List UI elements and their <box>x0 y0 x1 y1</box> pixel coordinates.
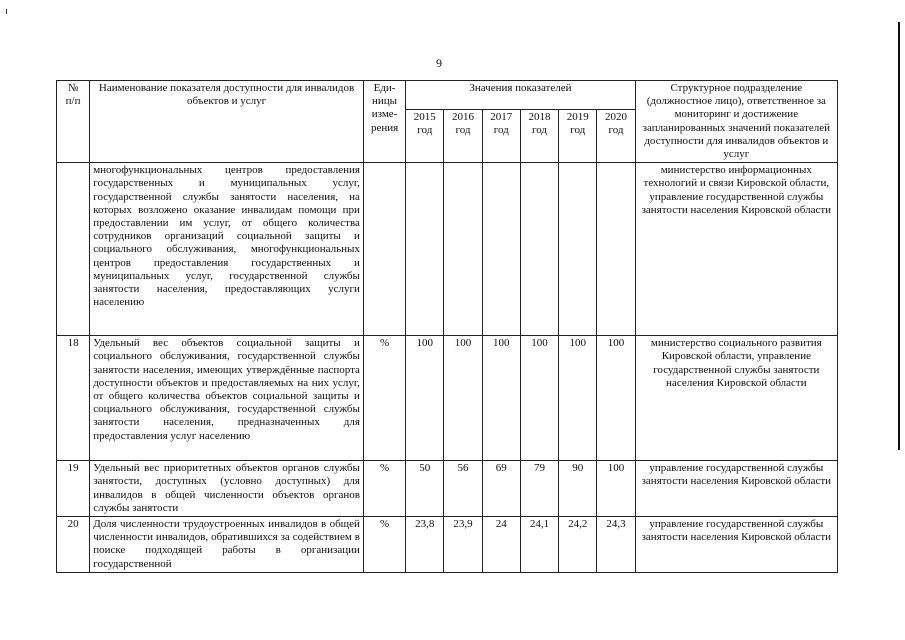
row-number: 19 <box>57 461 90 517</box>
responsible-unit: управление государственной службы занятости населения Кировской области <box>635 461 837 517</box>
header-year: 2017 год <box>482 110 520 163</box>
value-cell: 100 <box>444 336 482 461</box>
value-cell: 23,9 <box>444 517 482 573</box>
indicator-name: Удельный вес объектов социальной защиты и социального обслуживания, государственной службы занятости населения, имеющих утверждённые паспорта доступности объектов и предоставляемых на них услуг, от общего количества объектов социальной защиты и социального обслуживания, государственной службы занятости населения, предназначенных для предоставления услуг населению <box>90 336 364 461</box>
value-cell <box>597 163 635 336</box>
scan-margin-line <box>898 22 900 450</box>
indicator-name: Доля численности трудоустроенных инвалидов в общей численности инвалидов, обратившихся за содействием в поиске подходящей работы в организации государственной <box>90 517 364 573</box>
header-year: 2018 год <box>520 110 558 163</box>
value-cell <box>444 163 482 336</box>
scan-edge-mark <box>6 9 7 14</box>
value-cell: 56 <box>444 461 482 517</box>
indicator-name: многофункциональных центров предоставления государственных и муниципальных услуг, государственной службы занятости населения, на которых возложено оказание инвалидам помощи при предоставлении им услуг, от общего количества сотрудников организаций социальной защиты и социального обслуживания, многофункциональных центров предоставления государственных и муниципальных услуг, государственной службы занятости населения, предоставляющих услуги населению <box>90 163 364 336</box>
value-cell: 100 <box>559 336 597 461</box>
responsible-unit: управление государственной службы занятости населения Кировской области <box>635 517 837 573</box>
header-responsible: Структурное подразделение (должностное лицо), ответственное за мониторинг и достижение запланированных значений показателей доступности для инвалидов объектов и услуг <box>635 81 837 163</box>
value-cell <box>406 163 444 336</box>
unit-cell: % <box>363 461 405 517</box>
value-cell: 100 <box>482 336 520 461</box>
table-row <box>57 517 838 573</box>
header-unit: Еди- ницы изме- рения <box>363 81 405 163</box>
value-cell: 100 <box>406 336 444 461</box>
indicator-name: Удельный вес приоритетных объектов органов службы занятости, доступных (условно доступных) для инвалидов в общей численности объектов органов службы занятости <box>90 461 364 517</box>
value-cell: 23,8 <box>406 517 444 573</box>
value-cell <box>482 163 520 336</box>
unit-cell: % <box>363 336 405 461</box>
unit-cell: % <box>363 517 405 573</box>
responsible-unit: министерство информационных технологий и связи Кировской области, управление государственной службы занятости населения Кировской области <box>635 163 837 336</box>
responsible-unit: министерство социального развития Кировской области, управление государственной службы занятости населения Кировской области <box>635 336 837 461</box>
value-cell: 24 <box>482 517 520 573</box>
value-cell: 24,3 <box>597 517 635 573</box>
header-year: 2019 год <box>559 110 597 163</box>
table-row <box>57 336 838 461</box>
value-cell: 24,2 <box>559 517 597 573</box>
header-number: № п/п <box>57 81 90 163</box>
row-number: 18 <box>57 336 90 461</box>
header-year: 2016 год <box>444 110 482 163</box>
table-row <box>57 461 838 517</box>
header-values: Значения показателей <box>406 81 635 110</box>
value-cell <box>520 163 558 336</box>
value-cell <box>559 163 597 336</box>
page-number: 9 <box>436 56 442 70</box>
row-number <box>57 163 90 336</box>
value-cell: 24,1 <box>520 517 558 573</box>
header-year: 2020 год <box>597 110 635 163</box>
value-cell: 100 <box>597 461 635 517</box>
table-row <box>57 163 838 336</box>
row-number: 20 <box>57 517 90 573</box>
indicators-table <box>56 80 838 573</box>
value-cell: 100 <box>520 336 558 461</box>
value-cell: 69 <box>482 461 520 517</box>
value-cell: 50 <box>406 461 444 517</box>
value-cell: 90 <box>559 461 597 517</box>
value-cell: 100 <box>597 336 635 461</box>
unit-cell <box>363 163 405 336</box>
header-indicator-name: Наименование показателя доступности для инвалидов объектов и услуг <box>90 81 364 163</box>
header-year: 2015 год <box>406 110 444 163</box>
value-cell: 79 <box>520 461 558 517</box>
